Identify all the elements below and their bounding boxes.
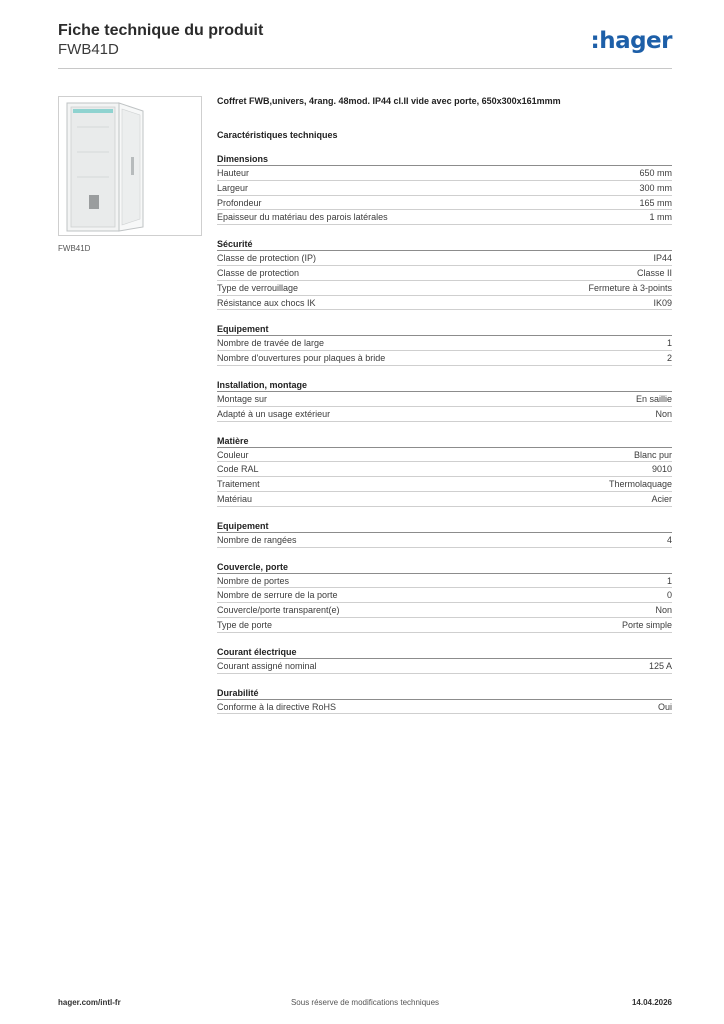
spec-row (217, 603, 672, 618)
spec-label: Hauteur (217, 168, 250, 178)
spec-group-title: Installation, montage (217, 379, 672, 392)
spec-group (217, 561, 672, 633)
spec-row (217, 296, 672, 311)
spec-group (217, 435, 672, 507)
spec-value: 9010 (651, 464, 672, 475)
spec-group (217, 323, 672, 366)
spec-row (217, 533, 672, 548)
spec-value: 650 mm (639, 168, 672, 178)
spec-group-title: Equipement (217, 323, 672, 336)
spec-label: Adapté à un usage extérieur (217, 408, 331, 419)
spec-group-title: Matière (217, 435, 672, 448)
footer-website: hager.com/intl-fr (58, 998, 121, 1007)
spec-row (217, 351, 672, 366)
spec-label: Traitement (217, 479, 260, 490)
spec-value: Acier (651, 493, 672, 504)
product-image (58, 96, 202, 236)
spec-group (217, 520, 672, 548)
spec-group (217, 153, 672, 225)
spec-value: 4 (666, 534, 672, 545)
spec-row (217, 181, 672, 196)
spec-label: Nombre de rangées (217, 534, 297, 545)
spec-row (217, 492, 672, 507)
spec-value: Porte simple (621, 619, 672, 630)
spec-row (217, 700, 672, 715)
spec-value: Classe II (636, 267, 672, 278)
footer-date: 14.04.2026 (631, 998, 672, 1007)
spec-row (217, 336, 672, 351)
spec-row (217, 210, 672, 225)
spec-label: Nombre de portes (217, 575, 290, 586)
spec-groups (217, 153, 672, 714)
spec-label: Matériau (217, 493, 253, 504)
spec-row (217, 574, 672, 589)
spec-label: Classe de protection (217, 267, 300, 278)
spec-row (217, 281, 672, 296)
spec-row (217, 392, 672, 407)
spec-value: Non (655, 408, 672, 419)
spec-value: 125 A (648, 660, 672, 671)
hager-logo: :hager (590, 28, 672, 54)
spec-label: Nombre de serrure de la porte (217, 590, 338, 601)
image-caption: FWB41D (58, 244, 91, 253)
spec-label: Montage sur (217, 393, 268, 404)
spec-group (217, 238, 672, 310)
spec-label: Type de porte (217, 619, 273, 630)
spec-value: 300 mm (639, 182, 672, 193)
spec-label: Largeur (217, 182, 249, 193)
spec-label: Nombre d'ouvertures pour plaques à bride (217, 353, 386, 364)
spec-group-title: Dimensions (217, 153, 672, 166)
spec-value: Fermeture à 3-points (588, 282, 672, 293)
spec-group (217, 687, 672, 715)
spec-group-title: Sécurité (217, 238, 672, 251)
spec-value: 2 (666, 353, 672, 364)
spec-row (217, 196, 672, 211)
page-title: Fiche technique du produit (58, 22, 264, 39)
spec-row (217, 618, 672, 633)
page-header (58, 22, 672, 69)
spec-value: Thermolaquage (608, 479, 672, 490)
spec-value: 1 (666, 338, 672, 349)
spec-row (217, 448, 672, 463)
spec-value: IK09 (653, 297, 672, 308)
spec-label: Courant assigné nominal (217, 660, 317, 671)
spec-label: Classe de protection (IP) (217, 253, 317, 264)
spec-row (217, 462, 672, 477)
spec-label: Nombre de travée de large (217, 338, 325, 349)
spec-value: Non (655, 605, 672, 616)
spec-label: Epaisseur du matériau des parois latérales (217, 212, 388, 223)
product-reference: FWB41D (58, 41, 119, 58)
spec-label: Conforme à la directive RoHS (217, 701, 337, 712)
spec-value: En saillie (635, 393, 672, 404)
spec-row (217, 266, 672, 281)
spec-label: Code RAL (217, 464, 259, 475)
spec-label: Couleur (217, 449, 249, 460)
spec-group (217, 646, 672, 674)
spec-label: Couvercle/porte transparent(e) (217, 605, 340, 616)
product-description: Coffret FWB,univers, 4rang. 48mod. IP44 cl.II vide avec porte, 650x300x161mmm (217, 96, 561, 106)
spec-value: 1 (666, 575, 672, 586)
spec-group-title: Durabilité (217, 687, 672, 700)
spec-row (217, 588, 672, 603)
section-heading: Caractéristiques techniques (217, 130, 338, 140)
enclosure-illustration (59, 97, 201, 235)
spec-row (217, 659, 672, 674)
spec-label: Type de verrouillage (217, 282, 299, 293)
spec-group (217, 379, 672, 422)
spec-group-title: Couvercle, porte (217, 561, 672, 574)
spec-value: IP44 (653, 253, 672, 264)
spec-label: Résistance aux chocs IK (217, 297, 316, 308)
spec-row (217, 251, 672, 266)
spec-label: Profondeur (217, 197, 262, 208)
spec-group-title: Equipement (217, 520, 672, 533)
spec-row (217, 407, 672, 422)
spec-value: 1 mm (649, 212, 672, 223)
spec-value: Blanc pur (633, 449, 672, 460)
spec-row (217, 477, 672, 492)
spec-group-title: Courant électrique (217, 646, 672, 659)
spec-value: 165 mm (639, 197, 672, 208)
spec-value: 0 (666, 590, 672, 601)
footer-disclaimer: Sous réserve de modifications techniques (290, 998, 440, 1007)
spec-content (217, 96, 672, 714)
spec-value: Oui (657, 701, 672, 712)
spec-row (217, 166, 672, 181)
